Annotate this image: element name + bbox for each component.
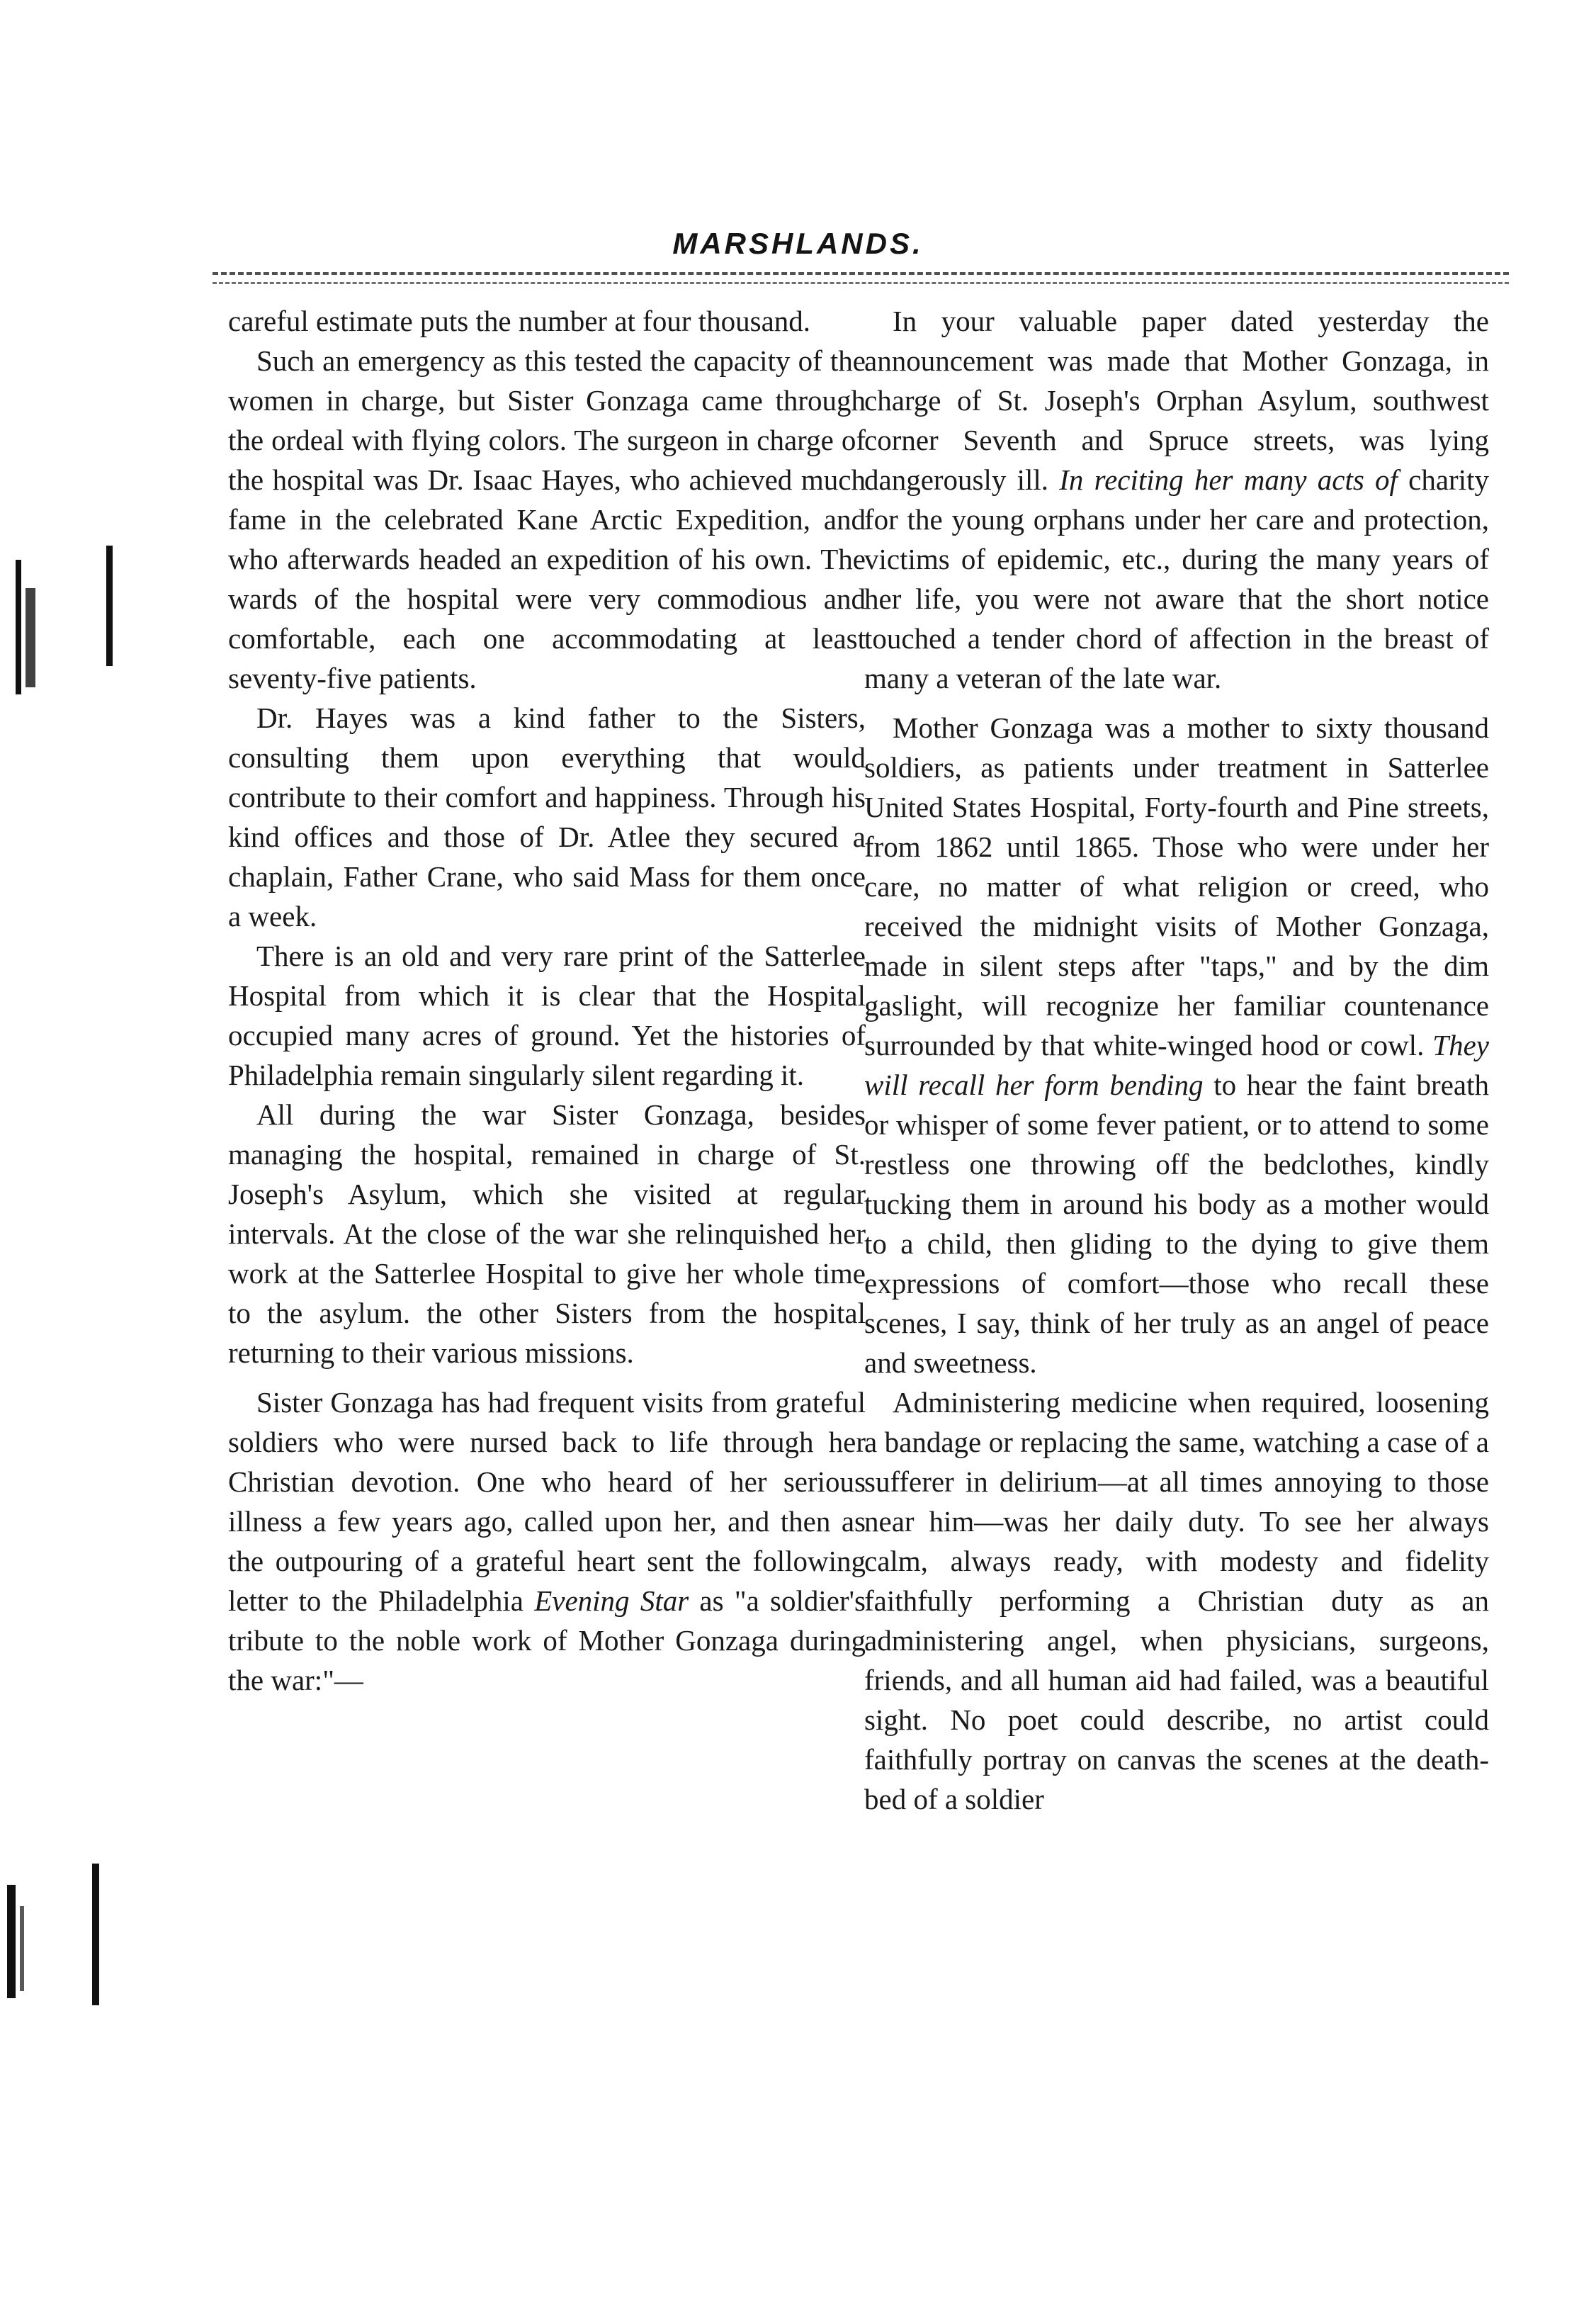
right-paragraph-3: Administering medicine when required, loosening a bandage or replacing the same, watching a case of a sufferer in delirium—at all times annoying to those near him—was her daily duty. To see her always calm, always ready, with modesty and fidelity faithfully performing a Christian duty as an administering angel, when physicians, surgeons, friends, and all human aid had failed, was a beautiful sight. No poet could describe, no artist could faithfully portray on canvas the scenes at the death-bed of a soldier: [864, 1386, 1489, 1815]
left-paragraph-4: There is an old and very rare print of the Satterlee Hospital from which it is clear that the Hospital occupied many acres of ground. Yet the histories of Philadelphia remain singularly silent regarding it.: [228, 940, 866, 1091]
right-paragraph-1-italic: In reciting her many acts of: [1059, 463, 1398, 496]
right-paragraph-1-end: charity for the young orphans under her care and protection, victims of epidemic, etc., during the many years of her life, you were not aware that the short notice touched a tender chord of affection in the breast of many a veteran of the late war.: [864, 463, 1489, 694]
newspaper-title: Evening Star: [534, 1584, 689, 1617]
binding-mark-lower-left: [7, 1885, 16, 1998]
binding-mark-lower-bar: [20, 1906, 24, 1991]
right-paragraph-2-italic: They will recall her form bending: [864, 1029, 1489, 1101]
left-paragraph-6-text: Sister Gonzaga has had frequent visits from grateful soldiers who were nursed back to life through her Christian devotion. One who heard of her serious illness a few years ago, called upon her, and then as the outpouring of a grateful heart sent the following letter to the Philadelphia: [228, 1386, 866, 1617]
left-paragraph-1: careful estimate puts the number at four thousand.: [228, 305, 811, 337]
binding-mark-lower-right: [92, 1864, 99, 2005]
right-paragraph-1: [864, 301, 1489, 698]
binding-mark-upper-left: [16, 560, 21, 694]
left-paragraph-6: [228, 1382, 866, 1700]
right-paragraph-2-text: Mother Gonzaga was a mother to sixty thousand soldiers, as patients under treatment in Satterlee United States Hospital, Forty-fourth and Pine streets, from 1862 until 1865. Those who were under her care, no matter of what religion or creed, who received the midnight visits of Mother Gonzaga, made in silent steps after "taps," and by the dim gaslight, will recognize her familiar countenance surrounded by that white-winged hood or cowl.: [864, 711, 1489, 1061]
binding-mark-upper-right: [106, 546, 113, 666]
running-head: MARSHLANDS.: [672, 227, 924, 260]
binding-mark-upper-bar: [26, 588, 35, 687]
left-paragraph-2: Such an emergency as this tested the capacity of the women in charge, but Sister Gonzaga came through the ordeal with flying colors. The surgeon in charge of the hospital was Dr. Isaac Hayes, who achieved much fame in the celebrated Kane Arctic Expedition, and who afterwards headed an expedition of his own. The wards of the hospital were very commodious and comfortable, each one accommodating at least seventy-five patients.: [228, 344, 866, 694]
right-paragraph-2: [864, 708, 1489, 1382]
right-column: [864, 301, 1489, 1819]
right-paragraph-2-end: to hear the faint breath or whisper of some fever patient, or to attend to some restless one throwing off the bedclothes, kindly tucking them in around his body as a mother would to a child, then gliding to the dying to give them expressions of comfort—those who recall these scenes, I say, think of her truly as an angel of peace and sweetness.: [864, 1069, 1489, 1379]
left-paragraph-3: Dr. Hayes was a kind father to the Sisters, consulting them upon everything that would contribute to their comfort and happiness. Through his kind offices and those of Dr. Atlee they secured a chaplain, Father Crane, who said Mass for them once a week.: [228, 701, 866, 932]
right-paragraph-1-text: In your valuable paper dated yesterday the announcement was made that Mother Gonzaga, in charge of St. Joseph's Orphan Asylum, southwest corner Seventh and Spruce streets, was lying dangerously ill.: [864, 305, 1489, 496]
left-column: [228, 301, 866, 1700]
header-rule: [213, 272, 1509, 284]
left-paragraph-5: All during the war Sister Gonzaga, besides managing the hospital, remained in charge of St. Joseph's Asylum, which she visited at regular intervals. At the close of the war she relinquished her work at the Satterlee Hospital to give her whole time to the asylum. the other Sisters from the hospital returning to their various missions.: [228, 1098, 866, 1369]
left-paragraph-6-end: as "a soldier's tribute to the noble work of Mother Gonzaga during the war:"—: [228, 1584, 866, 1696]
